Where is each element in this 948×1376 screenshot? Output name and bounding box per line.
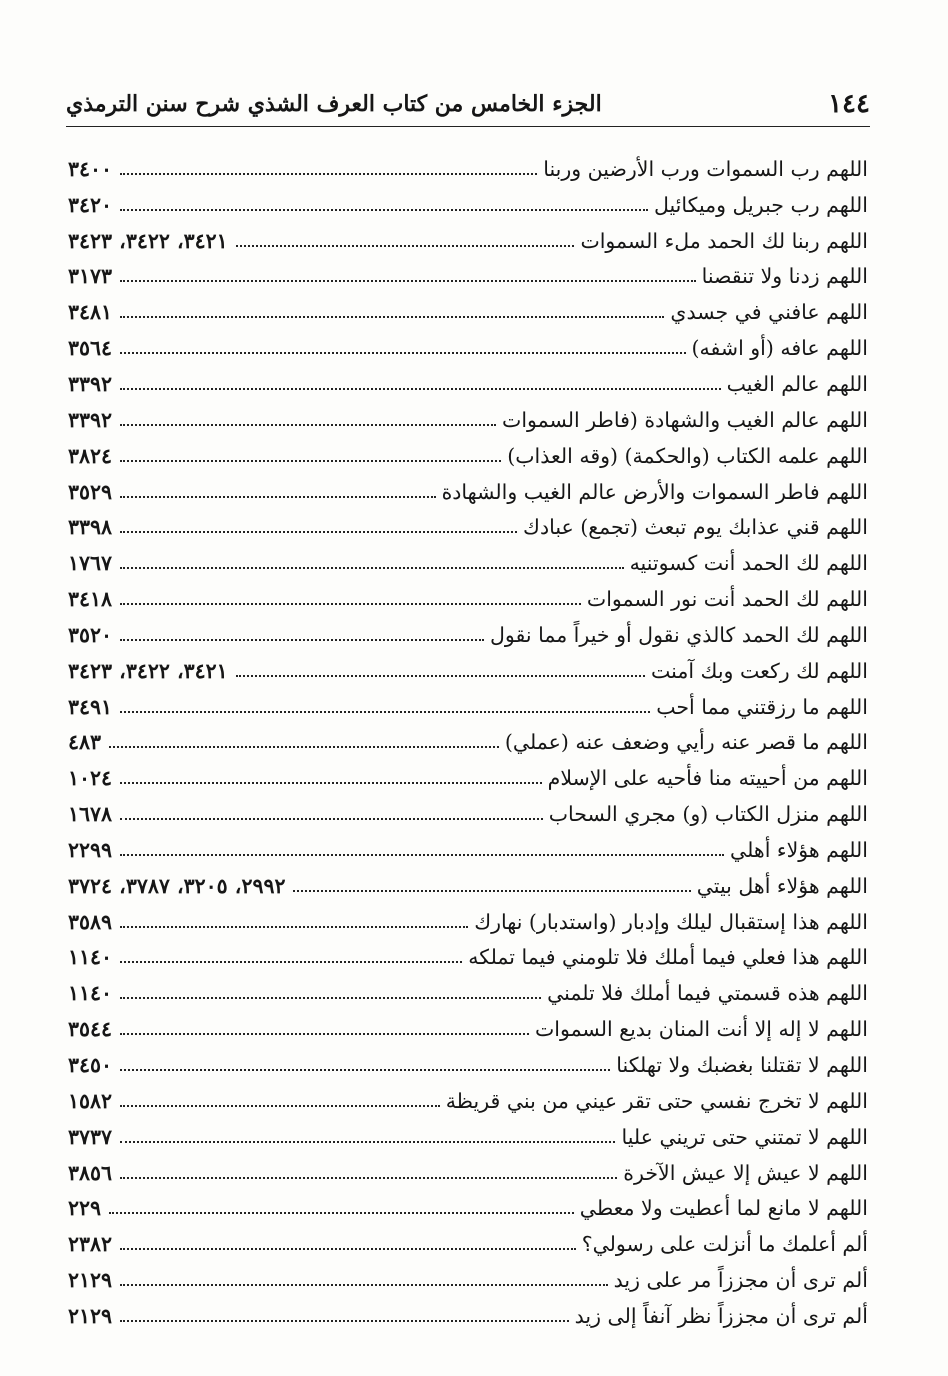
entry-text: اللهم ما رزقتني مما أحب [656,694,868,719]
index-entry [68,259,868,295]
entry-text: اللهم لك الحمد أنت نور السموات [586,587,868,612]
entry-text: اللهم منزل الكتاب (و) مجري السحاب [548,802,868,827]
index-entry [68,832,868,868]
entry-text: اللهم لك الحمد كالذي نقول أو خيراً مما نقول [490,622,868,647]
dot-leader [120,567,624,569]
entry-text: ألم ترى أن مجززاً نظر آنفاً إلى زيد [574,1303,868,1328]
dot-leader [120,818,543,820]
entry-reference: ٢٩٩٢، ٣٢٠٥، ٣٧٨٧، ٣٧٢٤ [68,873,286,898]
entry-text: اللهم هذا فعلي فيما أملك فلا تلومني فيما تملكه [468,945,868,970]
dot-leader [120,316,664,318]
index-entry [68,1155,868,1191]
entry-text: ألم أعلمك ما أنزلت على رسولي؟ [581,1232,868,1257]
entry-reference: ٣٧٣٧ [68,1124,113,1149]
entry-text: اللهم عافه (أو اشفه) [691,336,868,361]
index-entry [68,438,868,474]
index-entry [68,330,868,366]
entry-text: اللهم هذا إستقبال ليلك وإدبار (واستدبار) نهارك [474,909,868,934]
index-entry [68,617,868,653]
entry-text: اللهم لك ركعت وبك آمنت [651,658,868,683]
entry-text: ألم ترى أن مجززاً مر على زيد [613,1268,868,1293]
index-entry [68,1011,868,1047]
entry-text: اللهم ربنا لك الحمد ملء السموات [580,228,868,253]
entry-reference: ٣٤٢٠ [68,192,113,217]
entry-reference: ٣٤٩١ [68,694,113,719]
entry-text: اللهم لا إله إلا أنت المنان بديع السموات [534,1017,868,1042]
entry-text: اللهم لا مانع لما أعطيت ولا معطي [579,1196,868,1221]
entry-reference: ٢٢٩ [68,1196,102,1221]
entry-text: اللهم قني عذابك يوم تبعث (تجمع) عبادك [523,515,868,540]
entry-reference: ١٠٢٤ [68,766,113,791]
running-title: الجزء الخامس من كتاب العرف الشذي شرح سنن الترمذي [66,91,602,117]
dot-leader [120,1141,615,1143]
index-entry [68,402,868,438]
entry-reference: ٢٢٩٩ [68,837,113,862]
entry-reference: ٣٤٨١ [68,300,113,325]
index-entry [68,1119,868,1155]
dot-leader [120,280,696,282]
entry-text: اللهم ما قصر عنه رأيي وضعف عنه (عملي) [504,730,868,755]
entry-text: اللهم لا تمتني حتى تريني عليا [621,1124,868,1149]
entry-text: اللهم لا تخرج نفسي حتى تقر عيني من بني قريظة [445,1088,868,1113]
dot-leader [120,352,685,354]
entry-reference: ٣٨٢٤ [68,443,113,468]
entry-reference: ١٧٦٧ [68,551,113,576]
entry-reference: ٣٣٩٢ [68,407,113,432]
dot-leader [120,496,436,498]
entry-text: اللهم هؤلاء أهل بيتي [696,873,868,898]
page-number: ١٤٤ [828,89,870,119]
entry-text: اللهم عالم الغيب [726,371,868,396]
dot-leader [120,531,517,533]
entry-reference: ١٦٧٨ [68,802,113,827]
dot-leader [120,173,537,175]
dot-leader [120,460,501,462]
entry-reference: ٣٤٠٠ [68,156,113,181]
index-entry [68,1190,868,1226]
entry-text: اللهم رب جبريل وميكائيل [653,192,868,217]
dot-leader [120,1069,610,1071]
dot-leader [120,1320,569,1322]
dot-leader [236,675,645,677]
header-rule [66,126,870,127]
index-entry [68,223,868,259]
index-entry [68,474,868,510]
index-entry [68,725,868,761]
entry-reference: ٣٥٢٩ [68,479,113,504]
dot-leader [109,746,499,748]
dot-leader [120,926,468,928]
dot-leader [120,424,496,426]
dot-leader [120,388,721,390]
dot-leader [293,890,690,892]
dot-leader [109,1212,574,1214]
entry-text: اللهم لا عيش إلا عيش الآخرة [623,1160,868,1185]
index-entry [68,366,868,402]
index-entry [68,1262,868,1298]
index-entry [68,1298,868,1334]
entry-reference: ٣١٧٣ [68,264,113,289]
entry-reference: ٣٤٥٠ [68,1053,113,1078]
entry-reference: ٢١٢٩ [68,1303,113,1328]
index-entry [68,1226,868,1262]
dot-leader [120,961,462,963]
index-entry [68,509,868,545]
index-entry [68,940,868,976]
dot-leader [120,1105,440,1107]
index-entry [68,760,868,796]
entry-reference: ١١٤٠ [68,981,113,1006]
entry-reference: ١١٤٠ [68,945,113,970]
dot-leader [120,711,650,713]
entry-text: اللهم علمه الكتاب (والحكمة) (وقه العذاب) [507,443,868,468]
entry-reference: ٣٤٢١، ٣٤٢٢، ٣٤٢٣ [68,228,228,253]
dot-leader [120,603,581,605]
index-entry [68,796,868,832]
index-entry [68,294,868,330]
entry-reference: ٤٨٣ [68,730,102,755]
dot-leader [120,1033,529,1035]
index-entry [68,975,868,1011]
entry-text: اللهم عالم الغيب والشهادة (فاطر السموات [502,407,868,432]
dot-leader [120,639,484,641]
entry-text: اللهم رب السموات ورب الأرضين وربنا [543,156,868,181]
index-entry [68,187,868,223]
dot-leader [120,1177,617,1179]
entry-text: اللهم هؤلاء أهلي [730,837,868,862]
entry-text: اللهم لا تقتلنا بغضبك ولا تهلكنا [616,1053,868,1078]
dot-leader [120,209,648,211]
dot-leader [120,1248,576,1250]
dot-leader [120,782,542,784]
entry-reference: ٣٥٤٤ [68,1017,113,1042]
entry-text: اللهم زدنا ولا تنقصنا [701,264,868,289]
entry-text: اللهم لك الحمد أنت كسوتنيه [629,551,868,576]
index-entry [68,653,868,689]
entry-text: اللهم من أحييته منا فأحيه على الإسلام [547,766,868,791]
entry-reference: ٢١٢٩ [68,1268,113,1293]
dot-leader [120,997,541,999]
entry-reference: ٣٨٥٦ [68,1160,113,1185]
entry-reference: ٣٤١٨ [68,587,113,612]
entry-text: اللهم عافني في جسدي [670,300,868,325]
index-list [68,151,868,1334]
entry-reference: ٣٥٨٩ [68,909,113,934]
entry-reference: ٣٥٦٤ [68,336,113,361]
index-entry [68,1047,868,1083]
index-entry [68,545,868,581]
dot-leader [236,245,575,247]
entry-reference: ٣٣٩٢ [68,371,113,396]
entry-reference: ٣٤٢١، ٣٤٢٢، ٣٤٢٣ [68,658,228,683]
page-header [66,86,870,122]
index-entry [68,1083,868,1119]
entry-reference: ٣٥٢٠ [68,622,113,647]
index-entry [68,581,868,617]
index-entry [68,904,868,940]
entry-text: اللهم فاطر السموات والأرض عالم الغيب والشهادة [441,479,868,504]
index-entry [68,689,868,725]
entry-reference: ٣٣٩٨ [68,515,113,540]
index-entry [68,151,868,187]
entry-reference: ١٥٨٢ [68,1088,113,1113]
entry-text: اللهم هذه قسمتي فيما أملك فلا تلمني [547,981,868,1006]
index-entry [68,868,868,904]
dot-leader [120,854,724,856]
dot-leader [120,1284,608,1286]
entry-reference: ٢٣٨٢ [68,1232,113,1257]
